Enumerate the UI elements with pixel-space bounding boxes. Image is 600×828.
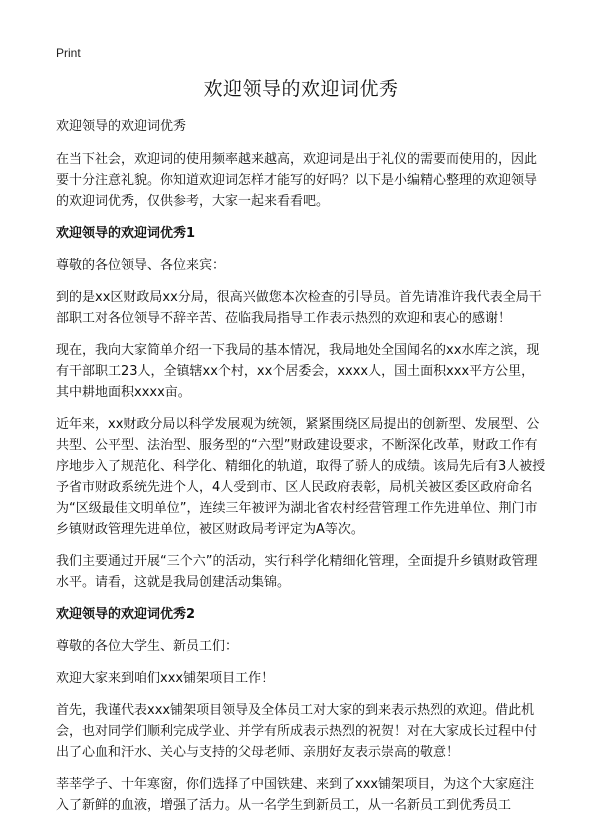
paragraph: 首先，我谨代表xxx铺架项目领导及全体员工对大家的到来表示热烈的欢迎。借此机会，也对同学们顺利完成学业、并学有所成表示热烈的祝贺！对在大家成长过程中付出了心血和汗水、关心与支持的父母老师、亲朋好友表示崇高的敬意！ [56,703,538,760]
section-heading: 欢迎领导的欢迎词优秀2 [56,607,196,622]
paragraph: 近年来，xx财政分局以科学发展观为统领，紧紧围绕区局提出的创新型、发展型、公共型、公平型、法治型、服务型的“六型”财政建设要求，不断深化改革，财政工作有序地步入了规范化、科学化、精细化的轨道，取得了骄人的成绩。该局先后有3人被授予省市财政系统先进个人，4人受到市、区人民政府表彰，局机关被区委区政府命名为“区级最佳文明单位”，连续三年被评为湖北省农村经营管理工作先进单位、荆门市乡镇财政管理先进单位，被区财政局考评定为A等次。 [56,417,546,537]
intro-paragraph: 在当下社会，欢迎词的使用频率越来越高，欢迎词是出于礼仪的需要而使用的，因此要十分注意礼貌。你知道欢迎词怎样才能写的好吗？以下是小编精心整理的欢迎领导的欢迎词优秀，仅供参考，大家一起来看看吧。 [56,152,538,209]
paragraph: 莘莘学子、十年寒窗，你们选择了中国铁建、来到了xxx铺架项目，为这个大家庭注入了新鲜的血液，增强了活力。从一名学生到新员工，从一名新员工到优秀员工 [56,777,535,813]
print-label[interactable]: Print [56,46,81,60]
paragraph: 现在，我向大家简单介绍一下我局的基本情况，我局地处全国闻名的xx水库之滨，现有干部职工23人，全镇辖xx个村，xx个居委会，xxxx人，国土面积xxx平方公里，其中耕地面积xxxx亩。 [56,343,540,400]
section-1 [56,223,546,593]
section-heading: 欢迎领导的欢迎词优秀1 [56,226,196,241]
document-body [56,76,546,827]
section-2 [56,604,546,816]
paragraph: 到的是xx区财政局xx分局，很高兴做您本次检查的引导员。首先请准许我代表全局干部职工对各位领导不辞辛苦、莅临我局指导工作表示热烈的欢迎和衷心的感谢！ [56,290,542,326]
paragraph: 我们主要通过开展“三个六”的活动，实行科学化精细化管理，全面提升乡镇财政管理水平。请看，这就是我局创建活动集锦。 [56,554,538,590]
paragraph: 尊敬的各位领导、各位来宾： [56,258,226,273]
page-title: 欢迎领导的欢迎词优秀 [203,78,399,100]
document-subtitle: 欢迎领导的欢迎词优秀 [56,119,187,134]
paragraph: 欢迎大家来到咱们xxx铺架项目工作！ [56,671,275,686]
paragraph: 尊敬的各位大学生、新员工们： [56,639,239,654]
